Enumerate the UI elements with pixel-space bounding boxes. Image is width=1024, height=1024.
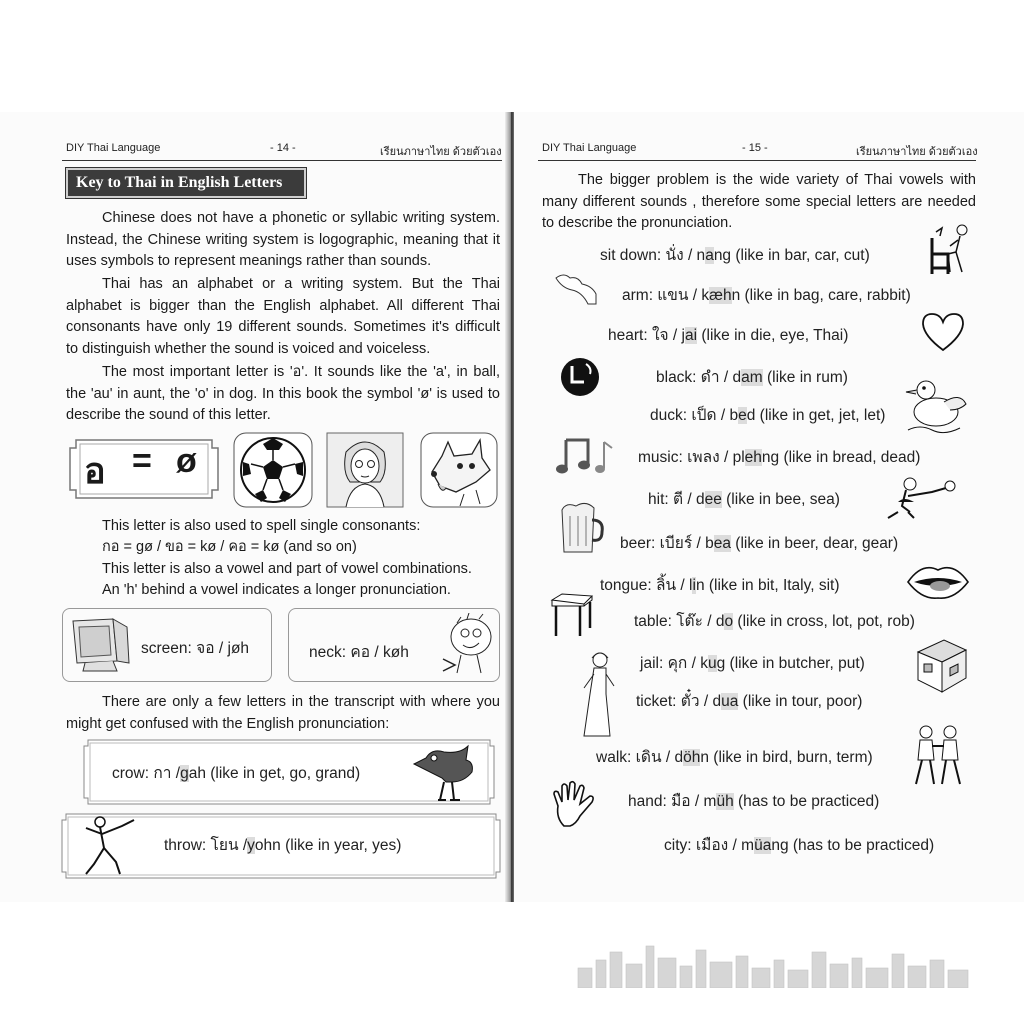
entry-ticket: ticket: ตั๋ว / dua (like in tour, poor) (636, 693, 863, 710)
entry-city: city: เมือง / müang (has to be practiced) (664, 837, 935, 854)
note-line: This letter is also used to spell single consonants: (102, 518, 421, 534)
throw-word: throw: โยน /yohn (like in year, yes) (164, 837, 402, 854)
book-spread (0, 112, 1024, 902)
page-number: - 14 - (270, 142, 296, 154)
thai-letter-o: อ (84, 450, 106, 491)
hand-icon (550, 780, 602, 828)
page-number: - 15 - (742, 142, 768, 154)
house-icon (914, 636, 970, 694)
stick-figure-icon (76, 816, 148, 876)
monitor-icon (67, 617, 131, 677)
header-book-title: DIY Thai Language (542, 142, 637, 154)
header-rule (62, 160, 502, 161)
walking-couple-icon (910, 724, 968, 788)
paragraph: Thai has an alphabet or a writing system. But the Thai alphabet is bigger than the English alphabet. All different Thai consonants have only 19 different sounds. Sometimes it's difficult to distinguish whether the sound is voiced and voiceless. (66, 276, 500, 357)
entry-beer: beer: เบียร์ / bea (like in beer, dear, gear) (620, 535, 899, 552)
left-page (0, 112, 512, 902)
neck-word: neck: คอ / køh (309, 644, 409, 661)
entry-jail: jail: คุก / kug (like in butcher, put) (640, 655, 865, 672)
entry-table: table: โต๊ะ / do (like in cross, lot, pot, rob) (634, 613, 915, 630)
entry-duck: duck: เป็ด / bed (like in get, jet, let) (650, 407, 886, 424)
crow-word: crow: กา /gah (like in get, go, grand) (112, 765, 361, 782)
screen-card (62, 608, 272, 682)
entry-arm: arm: แขน / kæhn (like in bag, care, rabbit) (622, 287, 911, 304)
entry-walk: walk: เดิน / döhn (like in bird, burn, term) (596, 749, 873, 766)
chair-icon (926, 224, 974, 276)
paragraph: The most important letter is 'อ'. It sounds like the 'a', in ball, the 'au' in aunt, the 'o' in dog. In this book the symbol 'ø' is used to describe the sound of this letter. (66, 364, 500, 423)
arm-icon (552, 270, 600, 306)
woman-figure-icon (580, 650, 620, 740)
o-slash-symbol: ø (176, 442, 197, 480)
note-line: An 'h' behind a vowel indicates a longer pronunciation. (102, 582, 451, 598)
entry-sit-down: sit down: นั่ง / nang (like in bar, car, cut) (600, 247, 870, 264)
crow-icon (412, 742, 476, 802)
beer-mug-icon (556, 500, 608, 558)
entry-heart: heart: ใจ / jai (like in die, eye, Thai) (608, 327, 849, 344)
note-line: This letter is also a vowel and part of vowel combinations. (102, 561, 472, 577)
woman-portrait-icon (326, 432, 404, 508)
intro-paragraph: The bigger problem is the wide variety of Thai vowels with many different sounds , therefore some special letters are needed to describe the pronunciation. (542, 172, 976, 231)
entry-music: music: เพลง / plehng (like in bread, dead) (638, 449, 921, 466)
screen-word: screen: จอ / jøh (141, 640, 250, 657)
wolf-icon (420, 432, 498, 508)
duck-icon (904, 376, 970, 436)
note-line: กอ = gø / ขอ = kø / คอ = kø (and so on) (102, 539, 357, 555)
neck-card (288, 608, 500, 682)
black-disc-icon (558, 356, 602, 398)
entry-black: black: ดำ / dam (like in rum) (656, 369, 848, 386)
paragraph: Chinese does not have a phonetic or syllabic writing system. Instead, the Chinese writing system is logographic, meaning that it uses symbols to represent meanings rather than sounds. (66, 210, 500, 269)
entry-tongue: tongue: ลิ้น / lin (like in bit, Italy, sit) (600, 577, 840, 594)
music-notes-icon (556, 432, 616, 476)
city-skyline-icon (574, 942, 974, 988)
soccer-ball-icon (233, 432, 313, 508)
equals-sign: = (132, 442, 152, 480)
header-thai-title: เรียนภาษาไทย ด้วยตัวเอง (380, 146, 502, 158)
heart-icon (920, 312, 966, 352)
lips-icon (906, 560, 970, 602)
intro-paragraph: There are only a few letters in the transcript with where you might get confused with the English pronunciation: (66, 694, 500, 732)
entry-hand: hand: มือ / müh (has to be practiced) (628, 793, 880, 810)
boxer-icon (884, 472, 960, 520)
section-title: Key to Thai in English Letters (66, 168, 306, 198)
header-rule (538, 160, 976, 161)
face-icon (437, 613, 497, 679)
table-icon (548, 590, 596, 638)
header-book-title: DIY Thai Language (66, 142, 161, 154)
entry-hit: hit: ตี / dee (like in bee, sea) (648, 491, 840, 508)
header-thai-title: เรียนภาษาไทย ด้วยตัวเอง (856, 146, 978, 158)
